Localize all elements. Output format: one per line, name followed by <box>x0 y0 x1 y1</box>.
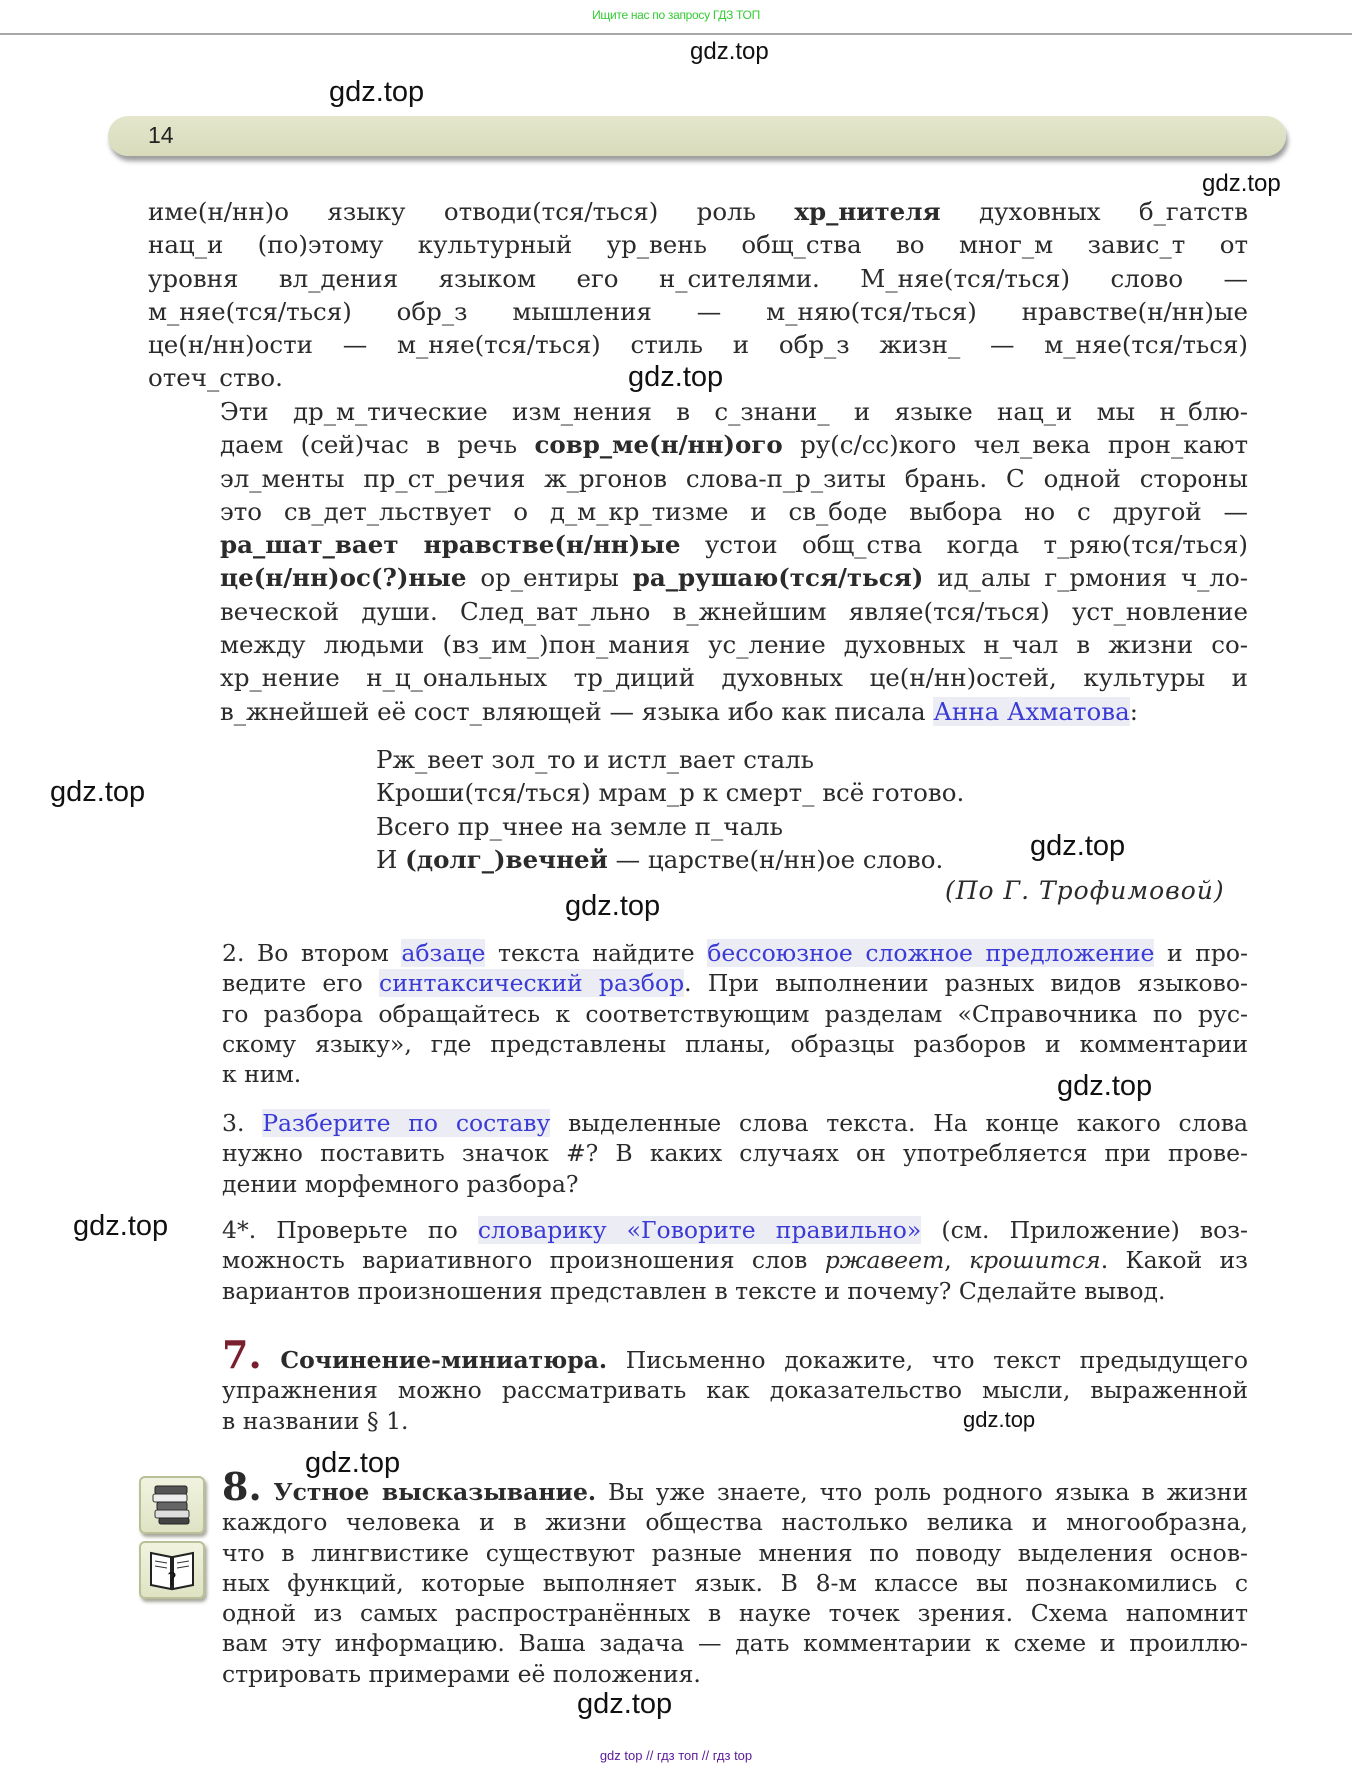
text-line: вариантов произношения представлен в тексте и почему? Сделайте вывод. <box>222 1276 1166 1305</box>
exercise-8-line: ных функций, которые выполняет язык. В 8-м классе вы познакомились с <box>222 1568 1248 1597</box>
text-line: Рж_веет зол_то и истл_вает сталь <box>376 745 814 774</box>
poem <box>376 743 964 876</box>
task-2 <box>222 938 1248 1089</box>
text-line: 4*. Проверьте по словарику «Говорите правильно» (см. Приложение) воз- <box>222 1216 1248 1244</box>
highlighted-word: хр_нителя <box>794 197 941 226</box>
text-line: 2. Во втором абзаце текста найдите бессоюзное сложное предложение и про- <box>222 939 1248 967</box>
reference-link[interactable]: словарику «Говорите правильно» <box>477 1216 922 1244</box>
text-line: в_жнейшей её сост_вляющей — языка ибо как писала Анна Ахматова: <box>220 696 1138 726</box>
highlighted-word: ра_шат_вает нравстве(н/нн)ые <box>220 530 681 560</box>
exercise-8-line: что в лингвистике существуют разные мнения по поводу выделения основ- <box>222 1538 1248 1567</box>
text-line: Всего пр_чнее на земле п_чаль <box>376 811 783 841</box>
reference-link[interactable]: синтаксический разбор <box>379 969 685 998</box>
text-line: 3. Разберите по составу выделенные слова текста. На конце какого слова <box>222 1109 1248 1137</box>
text-line: ра_шат_вает нравстве(н/нн)ые устои общ_ства когда т_ряю(тся/ться) <box>220 530 1248 560</box>
text-line: хр_нение н_ц_ональных тр_диций духовных це(н/нн)остей, культуры и <box>220 663 1248 693</box>
reference-link[interactable]: абзаце <box>401 939 486 967</box>
exercise-number: 8. <box>222 1464 262 1509</box>
page-number: 14 <box>148 122 174 148</box>
paragraph-2 <box>148 395 1248 728</box>
text-line: дении морфемного разбора? <box>222 1169 579 1198</box>
text-line: име(н/нн)о языку отводи(тся/ться) роль хр_нителя духовных б_гатств <box>148 197 1248 226</box>
text-line: уровня вл_дения языком его н_сителями. М_няе(тся/ться) слово — <box>148 263 1248 293</box>
text-line: это св_дет_льствует о д_м_кр_тизме и св_боде выбора но с другой — <box>220 496 1248 526</box>
exercise-7 <box>222 1332 1248 1436</box>
text-line: це(н/нн)ос(?)ные ор_ентиры ра_рушаю(тся/ться) ид_алы г_рмония ч_ло- <box>220 563 1248 593</box>
highlighted-word: ра_рушаю(тся/ться) <box>632 563 924 593</box>
italic-word: крошится <box>969 1246 1101 1275</box>
exercise-number: 7. <box>222 1332 262 1377</box>
watermark: gdz.top <box>1030 830 1126 862</box>
text-line: м_няе(тся/ться) обр_з мышления — м_няю(тся/ться) нравстве(н/нн)ые <box>148 296 1248 326</box>
text-line: Эти др_м_тические изм_нения в с_знани_ и языке нац_и мы н_блю- <box>220 397 1248 426</box>
text-line: отеч_ство. <box>148 363 283 393</box>
paragraph-1 <box>148 195 1248 395</box>
exercise-8-line: каждого человека и в жизни общества настолько велика и многообразна, <box>222 1508 1248 1537</box>
watermark: gdz.top <box>690 38 769 65</box>
watermark: gdz.top <box>50 776 146 808</box>
text-line: эл_менты пр_ст_речия ж_ргонов слова-п_р_зиты брань. С одной стороны <box>220 463 1248 493</box>
text-line: нужно поставить значок #? В каких случаях он употребляется при прове- <box>222 1139 1248 1168</box>
text-line: между людьми (вз_им_)пон_мания ус_ление духовных н_чал в жизни со- <box>220 630 1248 660</box>
watermark: gdz.top <box>963 1407 1036 1432</box>
highlighted-word: (долг_)вечней <box>405 844 608 874</box>
text-line: нац_и (по)этому культурный ур_вень общ_ства во мног_м завис_т от <box>148 230 1248 260</box>
highlighted-word: це(н/нн)ос(?)ные <box>220 563 467 593</box>
text-line: веческой души. След_ват_льно в_жнейшим являе(тся/ться) уст_новление <box>220 596 1248 626</box>
highlighted-word: совр_ме(н/нн)ого <box>534 430 783 460</box>
exercise-7-line: упражнения можно рассматривать как доказательство мысли, выраженной <box>222 1376 1248 1405</box>
task-4 <box>222 1215 1248 1306</box>
italic-word: ржавеет <box>824 1246 945 1275</box>
task-3 <box>222 1108 1248 1199</box>
reference-link[interactable]: Анна Ахматова <box>933 696 1130 726</box>
text-line: го разбора обращайтесь к соответствующим разделам «Справочника по рус- <box>222 999 1248 1028</box>
page-header-bar <box>108 116 1286 156</box>
exercise-8-line-1: 8. Устное высказывание. Вы уже знаете, что роль родного языка в жизни <box>222 1464 1248 1509</box>
watermark: gdz.top <box>73 1210 169 1242</box>
watermark: gdz.top <box>1057 1070 1153 1102</box>
exercise-8-line: вам эту информацию. Ваша задача — дать комментарии к схеме и проиллю- <box>222 1629 1248 1658</box>
text-line: к ним. <box>222 1060 302 1089</box>
text-line: И (долг_)вечней — царстве(н/нн)ое слово. <box>376 844 944 874</box>
exercise-8-line: стрировать примерами её положения. <box>222 1659 701 1688</box>
text-line: скому языку», где представлены планы, образцы разборов и комментарии <box>222 1029 1248 1058</box>
exercise-7-line-1: 7. Сочинение-миниатюра. Письменно докажите, что текст предыдущего <box>222 1332 1248 1377</box>
exercise-title: Сочинение-миниатюра. <box>280 1346 608 1374</box>
text-line: ведите его синтаксический разбор. При выполнении разных видов языково- <box>222 969 1249 998</box>
svg-text:?: ? <box>167 1569 177 1590</box>
watermark: gdz.top <box>565 890 661 922</box>
open-book-question-icon <box>139 1541 205 1599</box>
watermark: gdz.top <box>577 1688 673 1720</box>
exercise-8-line: одной из самых распространённых в науке точек зрения. Схема напомнит <box>222 1599 1248 1628</box>
text-line: Кроши(тся/ться) мрам_р к смерт_ всё готово. <box>376 778 965 808</box>
books-icon <box>139 1476 205 1534</box>
watermark: gdz.top <box>329 76 425 108</box>
text-line: це(н/нн)ости — м_няе(тся/ться) стиль и обр_з жизн_ — м_няе(тся/ться) <box>148 330 1248 360</box>
search-hint: Ищите нас по запросу ГДЗ ТОП <box>592 8 760 22</box>
exercise-title: Устное высказывание. <box>273 1478 597 1506</box>
footer-watermark: gdz top // гдз топ // гдз top <box>599 1748 753 1763</box>
watermark: gdz.top <box>1202 170 1281 197</box>
top-divider <box>0 33 1352 35</box>
text-line: даем (сей)час в речь совр_ме(н/нн)ого ру(с/сс)кого чел_века прон_кают <box>220 430 1249 460</box>
text-line: можность вариативного произношения слов ржавеет, крошится. Какой из <box>222 1246 1248 1275</box>
exercise-8 <box>222 1464 1248 1689</box>
top-banner <box>0 0 1352 33</box>
exercise-7-line: в названии § 1. <box>222 1406 409 1435</box>
reference-link[interactable]: бессоюзное сложное предложение <box>707 939 1155 967</box>
poem-attribution: (По Г. Трофимовой) <box>945 876 1225 905</box>
reference-link[interactable]: Разберите по составу <box>262 1109 551 1137</box>
watermark: gdz.top <box>628 361 724 393</box>
watermark: gdz.top <box>305 1447 401 1479</box>
